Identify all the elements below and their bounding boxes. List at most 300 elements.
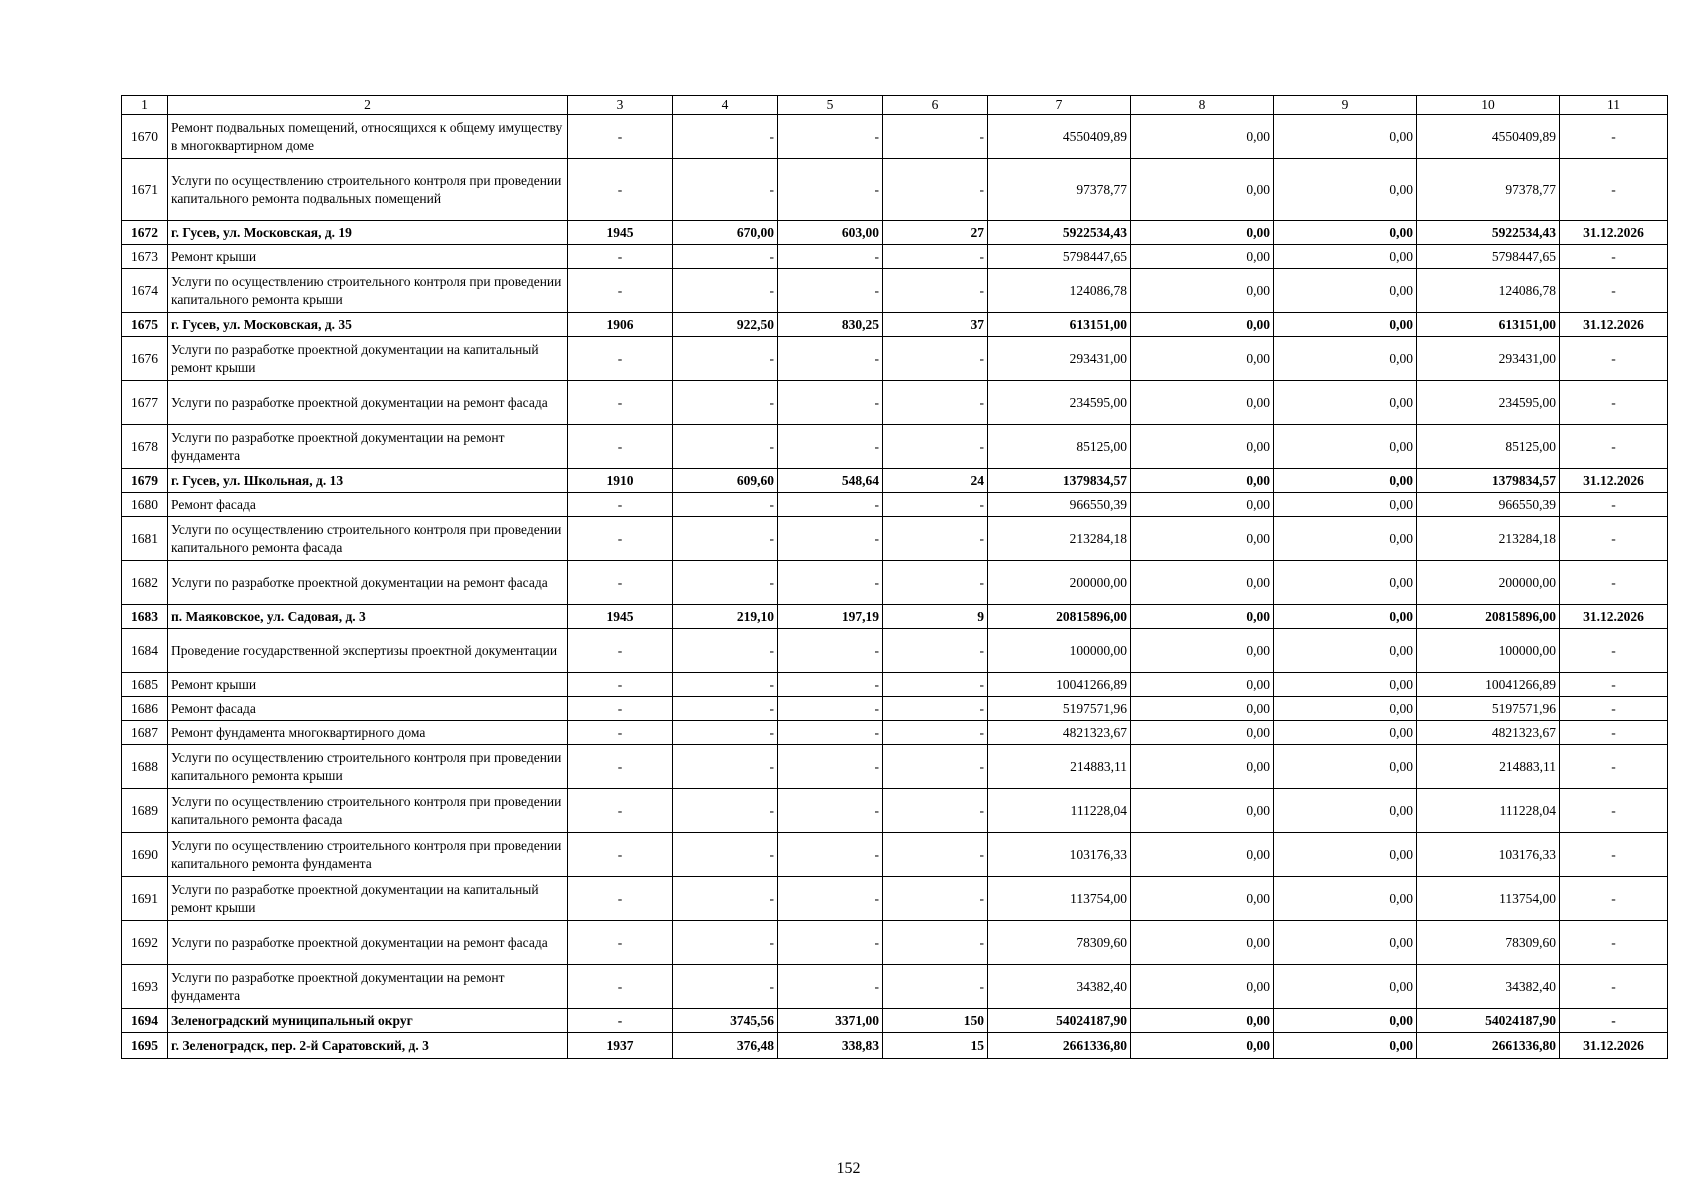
total-area-cell: - <box>673 629 778 673</box>
total-cost-cell: 966550,39 <box>988 493 1131 517</box>
cost-col8-cell: 0,00 <box>1131 469 1274 493</box>
cost-col8-cell: 0,00 <box>1131 673 1274 697</box>
total-cost-cell: 20815896,00 <box>988 605 1131 629</box>
cost-col8-cell: 0,00 <box>1131 561 1274 605</box>
work-description-cell: Ремонт фундамента многоквартирного дома <box>168 721 568 745</box>
year-cell: - <box>568 629 673 673</box>
total-cost-cell: 293431,00 <box>988 337 1131 381</box>
residents-cell: 150 <box>883 1009 988 1033</box>
cost-col9-cell: 0,00 <box>1274 605 1417 629</box>
total-cost-cell: 5922534,43 <box>988 221 1131 245</box>
total-area-cell: - <box>673 517 778 561</box>
work-description-cell: Услуги по разработке проектной документации на ремонт фундамента <box>168 425 568 469</box>
total-cost-cell: 5798447,65 <box>988 245 1131 269</box>
deadline-cell: - <box>1560 745 1668 789</box>
cost-col10-cell: 124086,78 <box>1417 269 1560 313</box>
total-cost-cell: 113754,00 <box>988 877 1131 921</box>
living-area-cell: - <box>778 745 883 789</box>
row-number-cell: 1684 <box>122 629 168 673</box>
table-row <box>122 469 1668 493</box>
year-cell: - <box>568 789 673 833</box>
living-area-cell: - <box>778 789 883 833</box>
deadline-cell: - <box>1560 921 1668 965</box>
total-cost-cell: 10041266,89 <box>988 673 1131 697</box>
row-number-cell: 1693 <box>122 965 168 1009</box>
cost-col9-cell: 0,00 <box>1274 425 1417 469</box>
residents-cell: - <box>883 629 988 673</box>
year-cell: - <box>568 921 673 965</box>
row-number-cell: 1683 <box>122 605 168 629</box>
cost-col8-cell: 0,00 <box>1131 877 1274 921</box>
living-area-cell: - <box>778 115 883 159</box>
residents-cell: - <box>883 697 988 721</box>
work-description-cell: Услуги по разработке проектной документации на капитальный ремонт крыши <box>168 877 568 921</box>
row-number-cell: 1671 <box>122 159 168 221</box>
total-cost-cell: 214883,11 <box>988 745 1131 789</box>
row-number-cell: 1670 <box>122 115 168 159</box>
living-area-cell: - <box>778 673 883 697</box>
total-area-cell: - <box>673 697 778 721</box>
deadline-cell: 31.12.2026 <box>1560 605 1668 629</box>
total-cost-cell: 4550409,89 <box>988 115 1131 159</box>
work-description-cell: Услуги по осуществлению строительного контроля при проведении капитального ремонта крыши <box>168 269 568 313</box>
cost-col10-cell: 111228,04 <box>1417 789 1560 833</box>
work-description-cell: Ремонт фасада <box>168 493 568 517</box>
living-area-cell: 548,64 <box>778 469 883 493</box>
row-number-cell: 1676 <box>122 337 168 381</box>
cost-col9-cell: 0,00 <box>1274 313 1417 337</box>
deadline-cell: 31.12.2026 <box>1560 469 1668 493</box>
deadline-cell: - <box>1560 159 1668 221</box>
total-area-cell: 219,10 <box>673 605 778 629</box>
table-row <box>122 425 1668 469</box>
column-header: 9 <box>1274 96 1417 115</box>
cost-col8-cell: 0,00 <box>1131 745 1274 789</box>
total-cost-cell: 78309,60 <box>988 921 1131 965</box>
cost-col10-cell: 214883,11 <box>1417 745 1560 789</box>
total-cost-cell: 103176,33 <box>988 833 1131 877</box>
year-cell: - <box>568 269 673 313</box>
cost-col9-cell: 0,00 <box>1274 877 1417 921</box>
living-area-cell: - <box>778 697 883 721</box>
year-cell: - <box>568 877 673 921</box>
deadline-cell: 31.12.2026 <box>1560 313 1668 337</box>
residents-cell: - <box>883 493 988 517</box>
row-number-cell: 1694 <box>122 1009 168 1033</box>
year-cell: - <box>568 561 673 605</box>
living-area-cell: - <box>778 493 883 517</box>
cost-col9-cell: 0,00 <box>1274 469 1417 493</box>
cost-col10-cell: 4550409,89 <box>1417 115 1560 159</box>
cost-col8-cell: 0,00 <box>1131 965 1274 1009</box>
work-description-cell: п. Маяковское, ул. Садовая, д. 3 <box>168 605 568 629</box>
deadline-cell: 31.12.2026 <box>1560 1033 1668 1059</box>
residents-cell: - <box>883 721 988 745</box>
cost-col9-cell: 0,00 <box>1274 745 1417 789</box>
cost-col8-cell: 0,00 <box>1131 245 1274 269</box>
table-row <box>122 605 1668 629</box>
table-row <box>122 965 1668 1009</box>
work-description-cell: Услуги по осуществлению строительного контроля при проведении капитального ремонта фасада <box>168 517 568 561</box>
deadline-cell: - <box>1560 245 1668 269</box>
year-cell: - <box>568 425 673 469</box>
residents-cell: - <box>883 833 988 877</box>
cost-col8-cell: 0,00 <box>1131 221 1274 245</box>
cost-col8-cell: 0,00 <box>1131 493 1274 517</box>
total-cost-cell: 100000,00 <box>988 629 1131 673</box>
residents-cell: - <box>883 115 988 159</box>
deadline-cell: - <box>1560 337 1668 381</box>
work-description-cell: Услуги по осуществлению строительного контроля при проведении капитального ремонта фундамента <box>168 833 568 877</box>
cost-col10-cell: 20815896,00 <box>1417 605 1560 629</box>
register-table <box>121 95 1668 1059</box>
work-description-cell: г. Гусев, ул. Московская, д. 19 <box>168 221 568 245</box>
total-area-cell: - <box>673 965 778 1009</box>
work-description-cell: Проведение государственной экспертизы проектной документации <box>168 629 568 673</box>
deadline-cell: - <box>1560 965 1668 1009</box>
header-row <box>122 96 1668 115</box>
table-row <box>122 269 1668 313</box>
row-number-cell: 1685 <box>122 673 168 697</box>
living-area-cell: - <box>778 381 883 425</box>
row-number-cell: 1674 <box>122 269 168 313</box>
living-area-cell: 603,00 <box>778 221 883 245</box>
residents-cell: - <box>883 381 988 425</box>
cost-col8-cell: 0,00 <box>1131 337 1274 381</box>
living-area-cell: 3371,00 <box>778 1009 883 1033</box>
deadline-cell: - <box>1560 269 1668 313</box>
work-description-cell: Ремонт крыши <box>168 245 568 269</box>
cost-col8-cell: 0,00 <box>1131 381 1274 425</box>
residents-cell: 15 <box>883 1033 988 1059</box>
deadline-cell: - <box>1560 789 1668 833</box>
work-description-cell: Услуги по разработке проектной документации на ремонт фасада <box>168 381 568 425</box>
cost-col10-cell: 78309,60 <box>1417 921 1560 965</box>
living-area-cell: - <box>778 269 883 313</box>
total-cost-cell: 111228,04 <box>988 789 1131 833</box>
cost-col8-cell: 0,00 <box>1131 159 1274 221</box>
total-area-cell: 922,50 <box>673 313 778 337</box>
cost-col10-cell: 97378,77 <box>1417 159 1560 221</box>
column-header: 3 <box>568 96 673 115</box>
cost-col8-cell: 0,00 <box>1131 921 1274 965</box>
year-cell: 1937 <box>568 1033 673 1059</box>
row-number-cell: 1689 <box>122 789 168 833</box>
row-number-cell: 1677 <box>122 381 168 425</box>
table-row <box>122 313 1668 337</box>
table-row <box>122 1009 1668 1033</box>
cost-col9-cell: 0,00 <box>1274 1033 1417 1059</box>
year-cell: - <box>568 721 673 745</box>
work-description-cell: Услуги по осуществлению строительного контроля при проведении капитального ремонта фасада <box>168 789 568 833</box>
column-header: 7 <box>988 96 1131 115</box>
total-area-cell: - <box>673 721 778 745</box>
row-number-cell: 1682 <box>122 561 168 605</box>
cost-col10-cell: 54024187,90 <box>1417 1009 1560 1033</box>
cost-col8-cell: 0,00 <box>1131 721 1274 745</box>
total-area-cell: - <box>673 337 778 381</box>
year-cell: - <box>568 381 673 425</box>
cost-col10-cell: 5922534,43 <box>1417 221 1560 245</box>
row-number-cell: 1678 <box>122 425 168 469</box>
living-area-cell: - <box>778 561 883 605</box>
cost-col10-cell: 5798447,65 <box>1417 245 1560 269</box>
cost-col9-cell: 0,00 <box>1274 245 1417 269</box>
cost-col8-cell: 0,00 <box>1131 425 1274 469</box>
page-number: 152 <box>836 1160 861 1177</box>
cost-col10-cell: 4821323,67 <box>1417 721 1560 745</box>
cost-col8-cell: 0,00 <box>1131 115 1274 159</box>
work-description-cell: Услуги по разработке проектной документации на ремонт фундамента <box>168 965 568 1009</box>
total-area-cell: - <box>673 381 778 425</box>
column-header: 8 <box>1131 96 1274 115</box>
total-area-cell: - <box>673 789 778 833</box>
total-area-cell: - <box>673 245 778 269</box>
living-area-cell: - <box>778 425 883 469</box>
table-row <box>122 561 1668 605</box>
deadline-cell: - <box>1560 381 1668 425</box>
total-cost-cell: 5197571,96 <box>988 697 1131 721</box>
table-row <box>122 159 1668 221</box>
column-header: 2 <box>168 96 568 115</box>
work-description-cell: Услуги по разработке проектной документации на капитальный ремонт крыши <box>168 337 568 381</box>
cost-col10-cell: 2661336,80 <box>1417 1033 1560 1059</box>
living-area-cell: - <box>778 337 883 381</box>
residents-cell: - <box>883 745 988 789</box>
cost-col10-cell: 613151,00 <box>1417 313 1560 337</box>
total-area-cell: - <box>673 115 778 159</box>
living-area-cell: 197,19 <box>778 605 883 629</box>
deadline-cell: - <box>1560 493 1668 517</box>
column-header: 10 <box>1417 96 1560 115</box>
year-cell: 1910 <box>568 469 673 493</box>
cost-col10-cell: 34382,40 <box>1417 965 1560 1009</box>
total-cost-cell: 2661336,80 <box>988 1033 1131 1059</box>
cost-col10-cell: 293431,00 <box>1417 337 1560 381</box>
table-row <box>122 833 1668 877</box>
residents-cell: 37 <box>883 313 988 337</box>
living-area-cell: - <box>778 965 883 1009</box>
row-number-cell: 1680 <box>122 493 168 517</box>
work-description-cell: Услуги по разработке проектной документации на ремонт фасада <box>168 561 568 605</box>
residents-cell: - <box>883 517 988 561</box>
cost-col8-cell: 0,00 <box>1131 629 1274 673</box>
row-number-cell: 1675 <box>122 313 168 337</box>
cost-col9-cell: 0,00 <box>1274 381 1417 425</box>
cost-col10-cell: 100000,00 <box>1417 629 1560 673</box>
work-description-cell: г. Гусев, ул. Московская, д. 35 <box>168 313 568 337</box>
deadline-cell: - <box>1560 673 1668 697</box>
column-header: 1 <box>122 96 168 115</box>
work-description-cell: г. Гусев, ул. Школьная, д. 13 <box>168 469 568 493</box>
total-area-cell: 3745,56 <box>673 1009 778 1033</box>
deadline-cell: - <box>1560 1009 1668 1033</box>
living-area-cell: - <box>778 921 883 965</box>
table-row <box>122 673 1668 697</box>
cost-col10-cell: 213284,18 <box>1417 517 1560 561</box>
total-area-cell: - <box>673 159 778 221</box>
table-row <box>122 517 1668 561</box>
cost-col8-cell: 0,00 <box>1131 697 1274 721</box>
column-header: 4 <box>673 96 778 115</box>
cost-col8-cell: 0,00 <box>1131 269 1274 313</box>
residents-cell: - <box>883 245 988 269</box>
deadline-cell: - <box>1560 115 1668 159</box>
work-description-cell: Услуги по осуществлению строительного контроля при проведении капитального ремонта подвальных помещений <box>168 159 568 221</box>
cost-col9-cell: 0,00 <box>1274 721 1417 745</box>
table-row <box>122 921 1668 965</box>
residents-cell: 9 <box>883 605 988 629</box>
cost-col10-cell: 966550,39 <box>1417 493 1560 517</box>
year-cell: - <box>568 965 673 1009</box>
table-row <box>122 789 1668 833</box>
cost-col9-cell: 0,00 <box>1274 115 1417 159</box>
total-cost-cell: 124086,78 <box>988 269 1131 313</box>
table-row <box>122 337 1668 381</box>
work-description-cell: Ремонт подвальных помещений, относящихся к общему имуществу в многоквартирном доме <box>168 115 568 159</box>
row-number-cell: 1687 <box>122 721 168 745</box>
total-area-cell: - <box>673 269 778 313</box>
year-cell: - <box>568 833 673 877</box>
cost-col8-cell: 0,00 <box>1131 833 1274 877</box>
year-cell: - <box>568 337 673 381</box>
residents-cell: - <box>883 965 988 1009</box>
cost-col9-cell: 0,00 <box>1274 673 1417 697</box>
total-area-cell: - <box>673 745 778 789</box>
row-number-cell: 1679 <box>122 469 168 493</box>
year-cell: - <box>568 673 673 697</box>
residents-cell: - <box>883 561 988 605</box>
column-header: 6 <box>883 96 988 115</box>
total-area-cell: - <box>673 921 778 965</box>
total-area-cell: - <box>673 493 778 517</box>
year-cell: - <box>568 745 673 789</box>
year-cell: - <box>568 1009 673 1033</box>
cost-col9-cell: 0,00 <box>1274 789 1417 833</box>
year-cell: - <box>568 115 673 159</box>
table-row <box>122 381 1668 425</box>
year-cell: 1906 <box>568 313 673 337</box>
cost-col10-cell: 85125,00 <box>1417 425 1560 469</box>
living-area-cell: 830,25 <box>778 313 883 337</box>
deadline-cell: 31.12.2026 <box>1560 221 1668 245</box>
cost-col9-cell: 0,00 <box>1274 493 1417 517</box>
table-row <box>122 745 1668 789</box>
residents-cell: - <box>883 673 988 697</box>
work-description-cell: Зеленоградский муниципальный округ <box>168 1009 568 1033</box>
table-row <box>122 697 1668 721</box>
column-header: 11 <box>1560 96 1668 115</box>
total-cost-cell: 34382,40 <box>988 965 1131 1009</box>
table-row <box>122 245 1668 269</box>
work-description-cell: Ремонт фасада <box>168 697 568 721</box>
cost-col10-cell: 113754,00 <box>1417 877 1560 921</box>
work-description-cell: Услуги по осуществлению строительного контроля при проведении капитального ремонта крыши <box>168 745 568 789</box>
total-cost-cell: 200000,00 <box>988 561 1131 605</box>
total-area-cell: - <box>673 561 778 605</box>
residents-cell: - <box>883 269 988 313</box>
year-cell: - <box>568 159 673 221</box>
row-number-cell: 1690 <box>122 833 168 877</box>
total-area-cell: 609,60 <box>673 469 778 493</box>
total-area-cell: - <box>673 425 778 469</box>
living-area-cell: - <box>778 833 883 877</box>
cost-col9-cell: 0,00 <box>1274 221 1417 245</box>
cost-col10-cell: 200000,00 <box>1417 561 1560 605</box>
cost-col9-cell: 0,00 <box>1274 269 1417 313</box>
year-cell: - <box>568 493 673 517</box>
cost-col8-cell: 0,00 <box>1131 789 1274 833</box>
total-area-cell: - <box>673 877 778 921</box>
residents-cell: - <box>883 789 988 833</box>
cost-col10-cell: 234595,00 <box>1417 381 1560 425</box>
year-cell: - <box>568 697 673 721</box>
cost-col8-cell: 0,00 <box>1131 605 1274 629</box>
cost-col10-cell: 10041266,89 <box>1417 673 1560 697</box>
cost-col8-cell: 0,00 <box>1131 1009 1274 1033</box>
cost-col10-cell: 1379834,57 <box>1417 469 1560 493</box>
residents-cell: - <box>883 921 988 965</box>
cost-col8-cell: 0,00 <box>1131 517 1274 561</box>
cost-col9-cell: 0,00 <box>1274 921 1417 965</box>
total-area-cell: - <box>673 673 778 697</box>
cost-col9-cell: 0,00 <box>1274 1009 1417 1033</box>
total-cost-cell: 4821323,67 <box>988 721 1131 745</box>
total-cost-cell: 213284,18 <box>988 517 1131 561</box>
cost-col8-cell: 0,00 <box>1131 1033 1274 1059</box>
row-number-cell: 1688 <box>122 745 168 789</box>
deadline-cell: - <box>1560 877 1668 921</box>
table-row <box>122 493 1668 517</box>
table-row <box>122 1033 1668 1059</box>
living-area-cell: - <box>778 159 883 221</box>
total-area-cell: 376,48 <box>673 1033 778 1059</box>
work-description-cell: Услуги по разработке проектной документации на ремонт фасада <box>168 921 568 965</box>
residents-cell: 27 <box>883 221 988 245</box>
year-cell: - <box>568 517 673 561</box>
deadline-cell: - <box>1560 721 1668 745</box>
cost-col9-cell: 0,00 <box>1274 159 1417 221</box>
row-number-cell: 1672 <box>122 221 168 245</box>
total-area-cell: - <box>673 833 778 877</box>
cost-col8-cell: 0,00 <box>1131 313 1274 337</box>
table-row <box>122 877 1668 921</box>
cost-col10-cell: 103176,33 <box>1417 833 1560 877</box>
cost-col9-cell: 0,00 <box>1274 629 1417 673</box>
cost-col9-cell: 0,00 <box>1274 833 1417 877</box>
cost-col10-cell: 5197571,96 <box>1417 697 1560 721</box>
cost-col9-cell: 0,00 <box>1274 337 1417 381</box>
living-area-cell: 338,83 <box>778 1033 883 1059</box>
deadline-cell: - <box>1560 833 1668 877</box>
column-header: 5 <box>778 96 883 115</box>
total-cost-cell: 97378,77 <box>988 159 1131 221</box>
residents-cell: - <box>883 159 988 221</box>
row-number-cell: 1695 <box>122 1033 168 1059</box>
deadline-cell: - <box>1560 697 1668 721</box>
total-cost-cell: 234595,00 <box>988 381 1131 425</box>
row-number-cell: 1673 <box>122 245 168 269</box>
total-cost-cell: 1379834,57 <box>988 469 1131 493</box>
cost-col9-cell: 0,00 <box>1274 697 1417 721</box>
total-cost-cell: 85125,00 <box>988 425 1131 469</box>
year-cell: 1945 <box>568 605 673 629</box>
row-number-cell: 1686 <box>122 697 168 721</box>
cost-col9-cell: 0,00 <box>1274 965 1417 1009</box>
year-cell: - <box>568 245 673 269</box>
living-area-cell: - <box>778 629 883 673</box>
deadline-cell: - <box>1560 425 1668 469</box>
